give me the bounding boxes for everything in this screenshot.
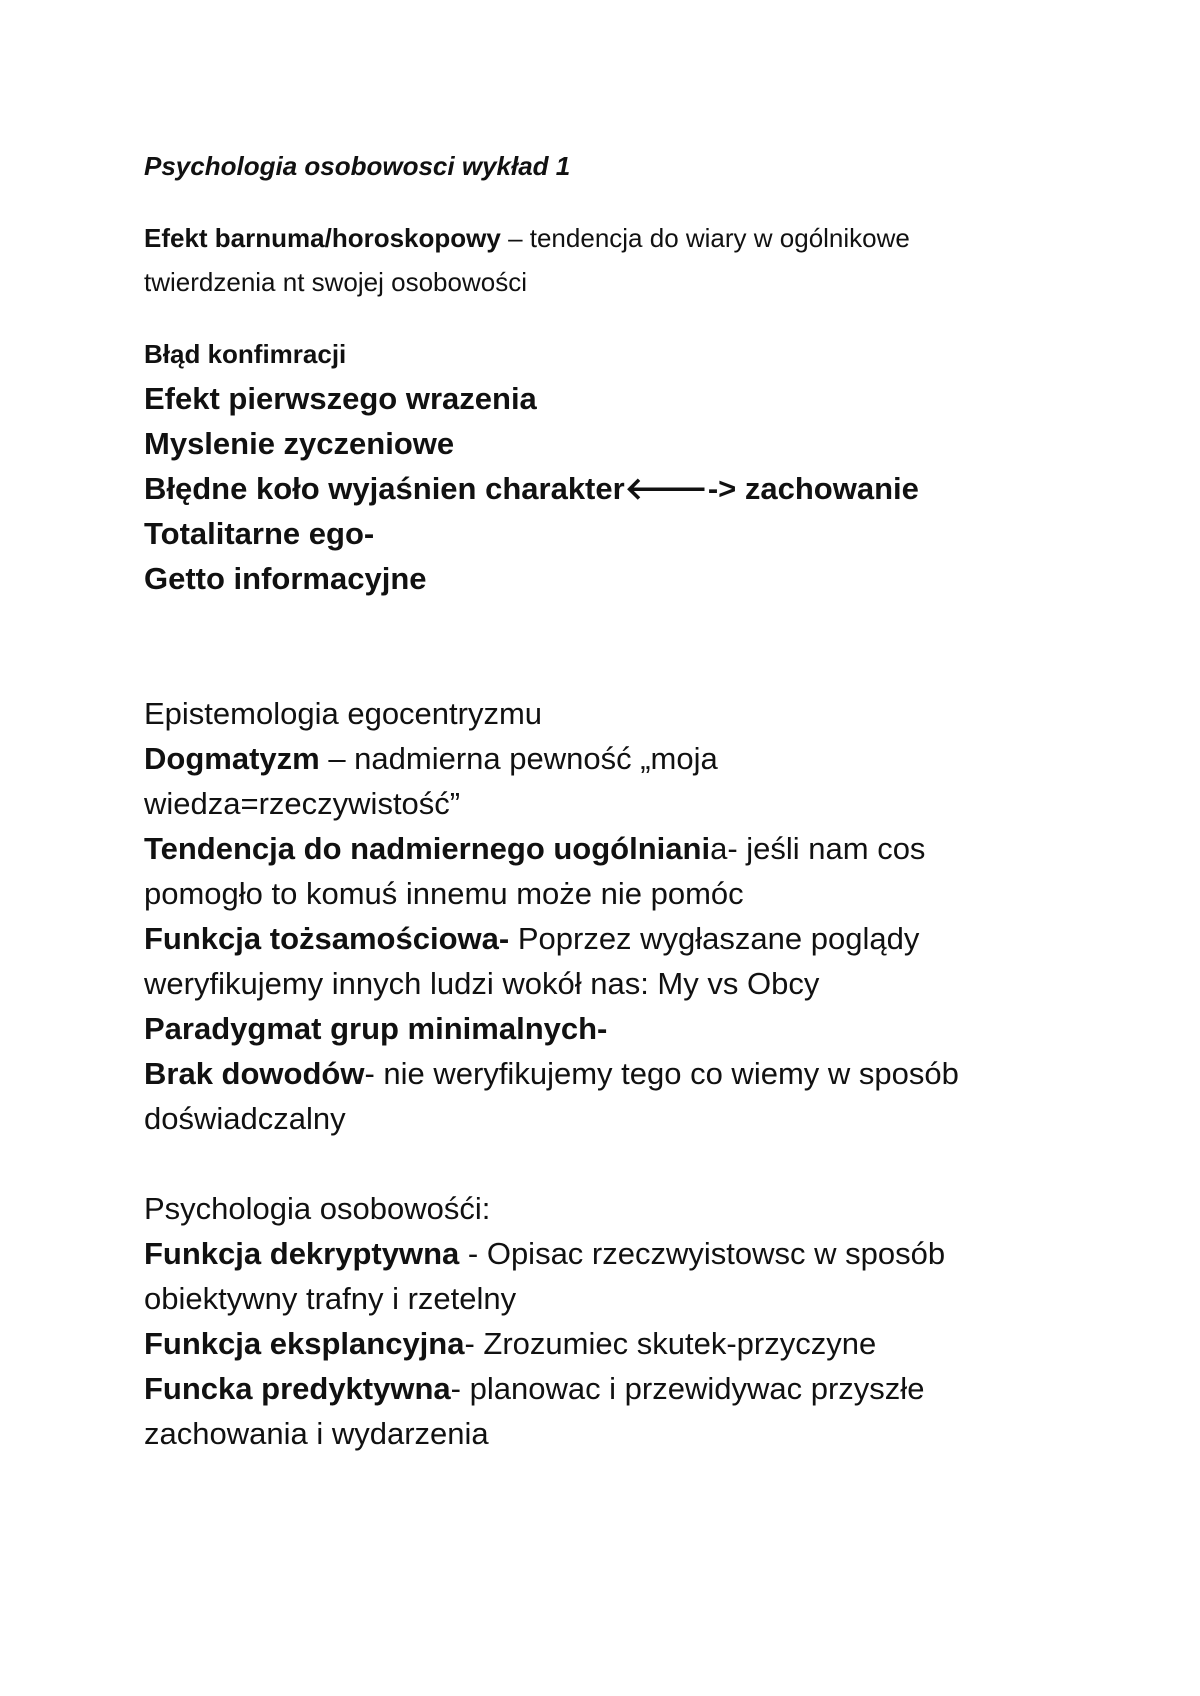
identity-line-2: weryfikujemy innych ludzi wokół nas: My vs Obcy	[144, 966, 820, 1001]
proof-definition: - nie weryfikujemy tego co wiemy w sposób	[364, 1056, 959, 1091]
bias-wishful-thinking	[144, 421, 1044, 466]
function-explanatory-line	[144, 1321, 1044, 1366]
function-predictive-line-1	[144, 1366, 1044, 1411]
function-descriptive-line-2: obiektywny trafny i rzetelny	[144, 1281, 517, 1316]
function-predictive-definition: - planowac i przewidywac przyszłe	[450, 1371, 925, 1406]
barnum-term: Efekt barnuma/horoskopowy	[144, 223, 501, 253]
bias-totalitarian-ego-label: Totalitarne ego-	[144, 516, 375, 551]
dogma-definition: – nadmierna pewność „moja	[319, 741, 718, 776]
spacer	[144, 304, 1044, 332]
proof-line-1	[144, 1051, 1044, 1096]
paradigm-term: Paradygmat grup minimalnych-	[144, 1011, 608, 1046]
bias-confirmation-label: Błąd konfimracji	[144, 339, 347, 369]
bias-wishful-thinking-label: Myslenie zyczeniowe	[144, 426, 455, 461]
bias-vicious-circle-tail: -> zachowanie	[707, 471, 919, 506]
barnum-line-1	[144, 216, 1044, 260]
function-explanatory-definition: - Zrozumiec skutek-przyczyne	[464, 1326, 877, 1361]
function-predictive-term: Funcka predyktywna	[144, 1371, 451, 1406]
epistemology-heading: Epistemologia egocentryzmu	[144, 696, 543, 731]
function-descriptive-line-1	[144, 1231, 1044, 1276]
function-explanatory-term: Funkcja eksplancyjna	[144, 1326, 465, 1361]
dogma-line-1	[144, 736, 1044, 781]
bias-info-ghetto-label: Getto informacyjne	[144, 561, 427, 596]
proof-line-2: doświadczalny	[144, 1101, 346, 1136]
document-title: Psychologia osobowosci wykład 1	[144, 151, 571, 181]
barnum-line-2: twierdzenia nt swojej osobowości	[144, 267, 527, 297]
barnum-definition: – tendencja do wiary w ogólnikowe	[500, 223, 910, 253]
generalization-term: Tendencja do nadmiernego uogólniani	[144, 831, 711, 866]
proof-term: Brak dowodów	[144, 1056, 365, 1091]
bias-first-impression	[144, 376, 1044, 421]
identity-definition: Poprzez wygłaszane poglądy	[509, 921, 920, 956]
bias-confirmation	[144, 332, 1044, 376]
generalization-line-1	[144, 826, 1044, 871]
spacer	[144, 1141, 1044, 1186]
spacer	[144, 601, 1044, 691]
function-predictive-line-2: zachowania i wydarzenia	[144, 1416, 489, 1451]
dogma-term: Dogmatyzm	[144, 741, 320, 776]
bias-vicious-circle-label: Błędne koło wyjaśnien charakter	[144, 471, 625, 506]
function-descriptive-term: Funkcja dekryptywna	[144, 1236, 460, 1271]
generalization-line-2: pomogło to komuś innemu może nie pomóc	[144, 876, 744, 911]
bias-totalitarian-ego	[144, 511, 1044, 556]
personality-heading: Psychologia osobowośći:	[144, 1191, 491, 1226]
function-descriptive-definition: - Opisac rzeczwyistowsc w sposób	[459, 1236, 946, 1271]
paradigm-line	[144, 1006, 1044, 1051]
identity-line-1	[144, 916, 1044, 961]
bias-vicious-circle	[144, 466, 1044, 511]
dogma-line-2: wiedza=rzeczywistość”	[144, 786, 461, 821]
document-body	[144, 144, 1044, 1456]
bias-info-ghetto	[144, 556, 1044, 601]
bias-first-impression-label: Efekt pierwszego wrazenia	[144, 381, 537, 416]
identity-term: Funkcja tożsamościowa-	[144, 921, 510, 956]
generalization-definition: a- jeśli nam cos	[710, 831, 926, 866]
spacer	[144, 188, 1044, 216]
left-arrow-icon: 🡐	[624, 471, 708, 506]
